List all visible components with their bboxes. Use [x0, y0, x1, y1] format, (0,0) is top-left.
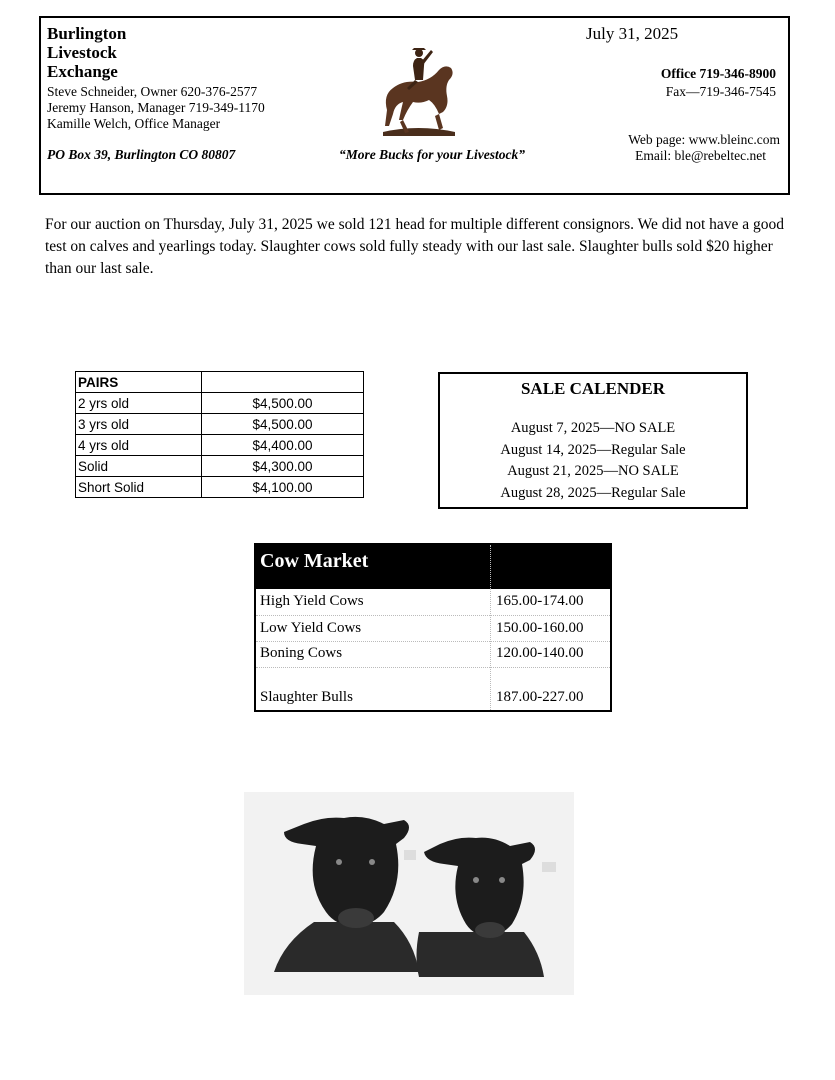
staff-list: [47, 84, 265, 132]
table-row: 3 yrs old $4,500.00: [76, 414, 364, 435]
pairs-table: [75, 371, 364, 498]
web-page[interactable]: Web page: www.bleinc.com: [628, 132, 780, 147]
list-item: August 21, 2025—NO SALE: [507, 463, 679, 479]
email-address[interactable]: Email: ble@rebeltec.net: [635, 148, 766, 163]
sale-calendar-title: SALE CALENDER: [520, 379, 666, 398]
list-item: August 7, 2025—NO SALE: [510, 420, 676, 436]
fax-number: Fax—719-346-7545: [665, 84, 776, 99]
table-row: Solid $4,300.00: [76, 456, 364, 477]
list-item: August 28, 2025—Regular Sale: [500, 484, 686, 501]
header-date: July 31, 2025: [586, 24, 679, 43]
table-row: 4 yrs old $4,400.00: [76, 435, 364, 456]
owner-line: Steve Schneider, Owner 620-376-2577: [47, 84, 258, 99]
company-name: Burlington Livestock Exchange: [47, 24, 127, 81]
pairs-title: PAIRS: [76, 372, 202, 393]
cow-market-title: Cow Market: [260, 550, 369, 572]
sale-summary: For our auction on Thursday, July 31, 2025 we sold 121 head for multiple different consignors. We did not have a good test on calves and yearlings today. Slaughter cows sold fully steady with our last sale. Slaughter bulls sold $20 higher than our last sale.: [45, 216, 785, 277]
bronc-rider-logo: [373, 40, 463, 140]
manager-line: Jeremy Hanson, Manager 719-349-1170: [47, 100, 265, 115]
po-box: PO Box 39, Burlington CO 80807: [47, 147, 236, 162]
letterhead: [39, 16, 790, 195]
table-row: 2 yrs old $4,500.00: [76, 393, 364, 414]
cow-market-header: [256, 545, 610, 589]
table-row: [76, 372, 364, 393]
table-row: Short Solid $4,100.00: [76, 477, 364, 498]
list-item: August 14, 2025—Regular Sale: [500, 441, 686, 458]
office-phone: Office 719-346-8900: [660, 66, 776, 81]
cattle-drawing: [244, 792, 574, 995]
sale-calendar: [438, 372, 748, 509]
office-manager-line: Kamille Welch, Office Manager: [47, 116, 221, 131]
cow-market-table: Cow Market High Yield Cows 165.00-174.00 Low Yield Cows 150.00-160.00 Boning Cows 120.00-140.00 Slaughter Bulls 187.00-227.00: [254, 543, 612, 712]
slogan: “More Bucks for your Livestock”: [339, 147, 525, 162]
